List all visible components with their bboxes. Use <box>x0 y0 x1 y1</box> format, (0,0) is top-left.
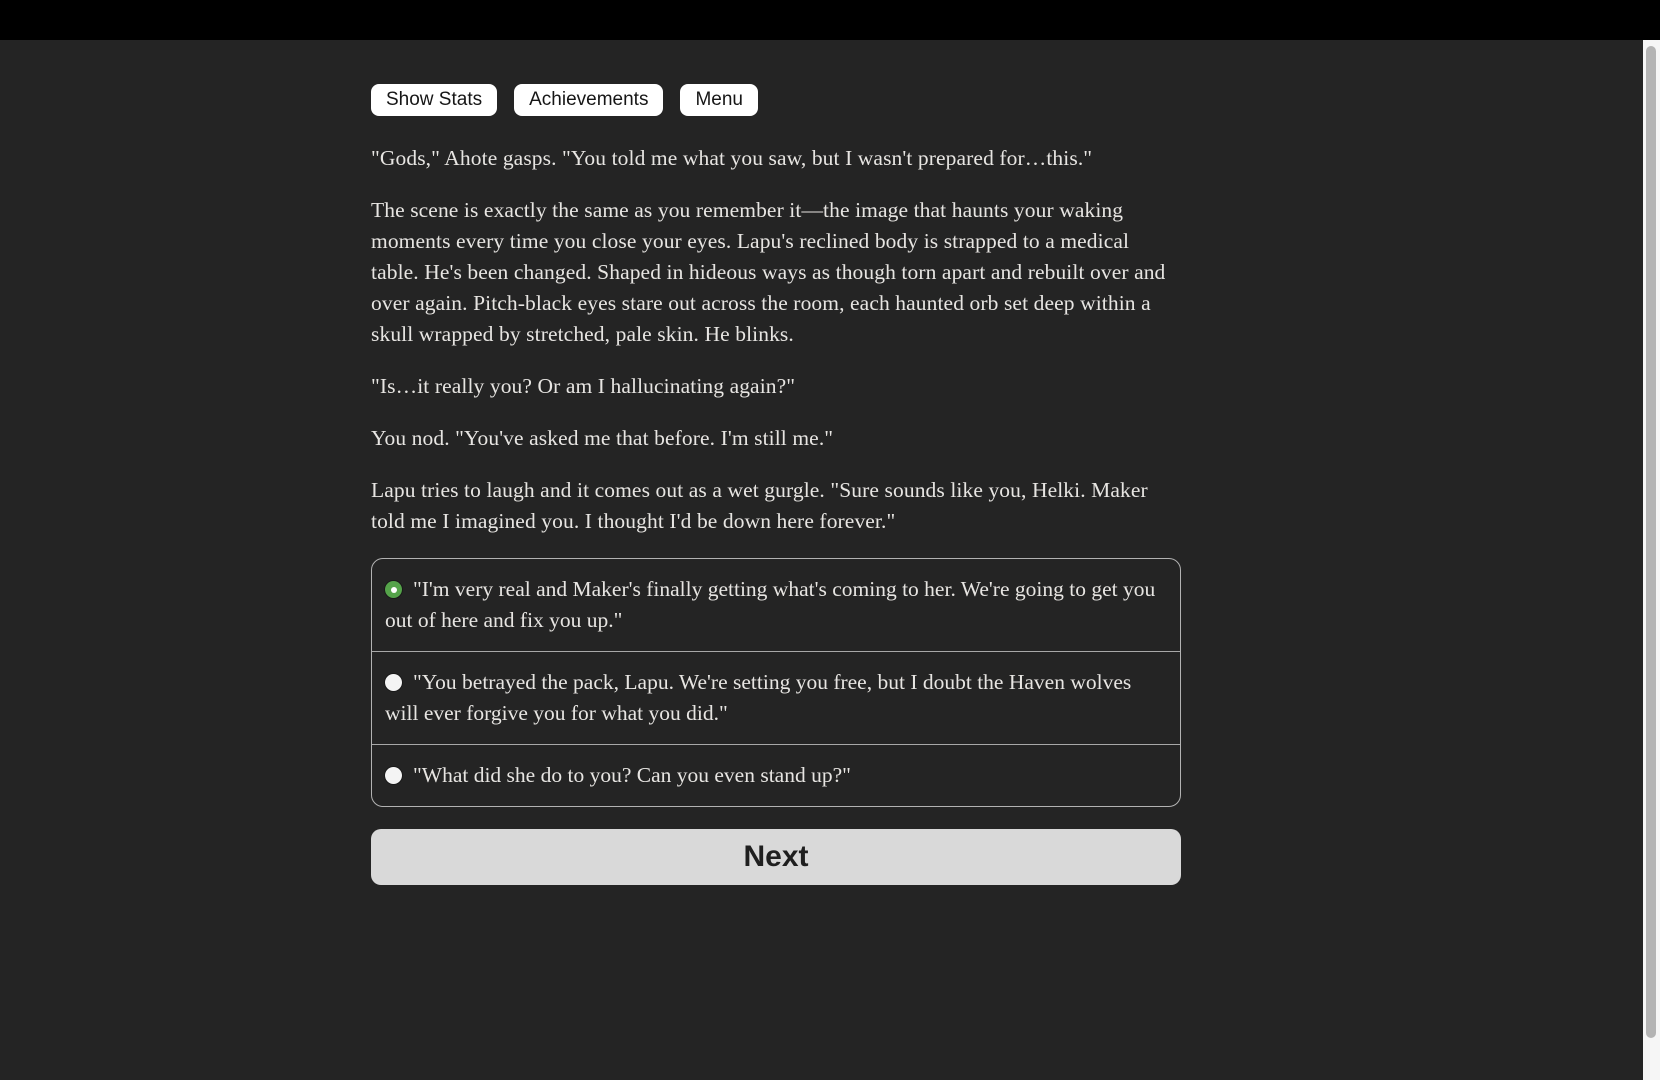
story-paragraph: You nod. "You've asked me that before. I'm still me." <box>371 426 834 450</box>
scrollbar-thumb[interactable] <box>1646 46 1656 1038</box>
top-black-bar <box>0 0 1660 40</box>
radio-button-icon[interactable] <box>385 674 402 691</box>
choice-option-label: "What did she do to you? Can you even stand up?" <box>413 763 851 787</box>
choice-option-3[interactable] <box>372 744 1180 806</box>
game-viewport <box>0 40 1660 1080</box>
choice-option-label: "I'm very real and Maker's finally getting what's coming to her. We're going to get you out of here and fix you up." <box>385 577 1156 632</box>
radio-button-icon[interactable] <box>385 767 402 784</box>
choice-group <box>371 558 1181 807</box>
achievements-button[interactable]: Achievements <box>514 84 663 116</box>
choice-option-1[interactable] <box>372 559 1180 651</box>
choice-option-label: "You betrayed the pack, Lapu. We're setting you free, but I doubt the Haven wolves will ever forgive you for what you did." <box>385 670 1132 725</box>
story-paragraph: "Gods," Ahote gasps. "You told me what you saw, but I wasn't prepared for…this." <box>371 146 1093 170</box>
scrollbar-track[interactable] <box>1643 40 1660 1080</box>
next-button[interactable]: Next <box>371 829 1181 885</box>
toolbar <box>371 84 1181 116</box>
story-paragraph: Lapu tries to laugh and it comes out as a wet gurgle. "Sure sounds like you, Helki. Maker told me I imagined you. I thought I'd be down here forever." <box>371 478 1148 533</box>
menu-button[interactable]: Menu <box>680 84 758 116</box>
choice-option-2[interactable] <box>372 651 1180 744</box>
story-column <box>371 40 1181 885</box>
story-text <box>371 143 1181 537</box>
show-stats-button[interactable]: Show Stats <box>371 84 497 116</box>
story-paragraph: The scene is exactly the same as you remember it—the image that haunts your waking moments every time you close your eyes. Lapu's reclined body is strapped to a medical table. He's been changed. Shaped in hideous ways as though torn apart and rebuilt over and over again. Pitch-black eyes stare out across the room, each haunted orb set deep within a skull wrapped by stretched, pale skin. He blinks. <box>371 198 1166 346</box>
story-paragraph: "Is…it really you? Or am I hallucinating again?" <box>371 374 796 398</box>
radio-button-icon[interactable] <box>385 581 402 598</box>
